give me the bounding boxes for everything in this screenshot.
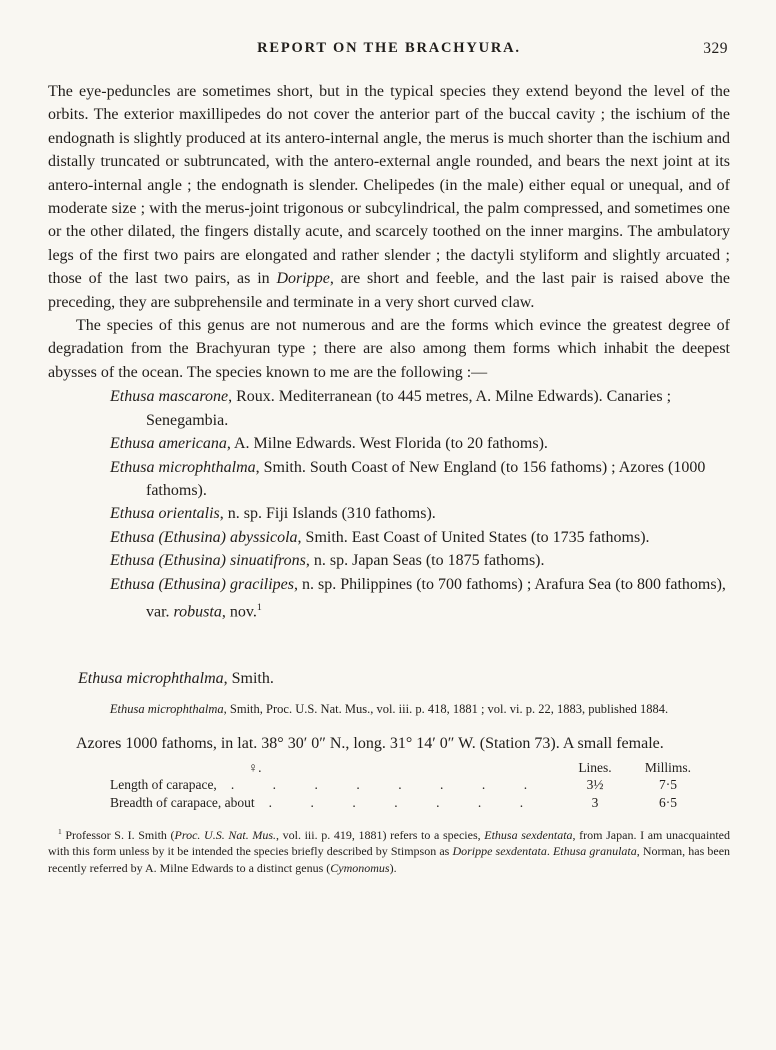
paragraph-locality: Azores 1000 fathoms, in lat. 38° 30′ 0″ N., long. 31° 14′ 0″ W. (Station 73). A small female. xyxy=(76,735,664,753)
species-list-item: Ethusa mascarone, Roux. Mediterranean (to 445 metres, A. Milne Edwards). Canaries ; Senegambia. xyxy=(110,388,672,429)
section-heading: Ethusa microphthalma, Smith. xyxy=(78,669,274,687)
table-row xyxy=(110,794,710,812)
species-list xyxy=(110,385,730,623)
value-lines: 3½ xyxy=(586,777,604,793)
species-list-item: Ethusa (Ethusina) sinuatifrons, n. sp. Japan Seas (to 1875 fathoms). xyxy=(110,552,545,570)
measurements-table xyxy=(110,759,710,812)
row-label: Length of carapace, xyxy=(110,777,217,793)
female-symbol: ♀. xyxy=(248,759,262,775)
paragraph-eye-peduncles: The eye-peduncles are sometimes short, but in the typical species they extend beyond the level of the orbits. The exterior maxillipedes do not cover the anterior part of the buccal cavity ; the ischium of the endognath is slightly produced at its antero-internal angle, the merus is much shorter than the ischium and distally truncated or subtruncated, with the antero-external angle rounded, and bears the next joint at its antero-internal angle ; the endognath is slender. Chelipedes (in the male) either equal or unequal, and of moderate size ; with the merus-joint trigonous or subcylindrical, the palm compressed, and sometimes one or the other dilated, the fingers distally acute, and scarcely toothed on the inner margins. The ambulatory legs of the first two pairs are elongated and rather slender ; the dactyli styliform and slightly arcuated ; those of the last two pairs, as in Dorippe, are short and feeble, and the last pair is raised above the preceding, they are subprehensile and terminate in a very short curved claw. xyxy=(48,83,730,311)
page-header xyxy=(48,40,730,62)
species-list-item: Ethusa microphthalma, Smith. South Coast of New England (to 156 fathoms) ; Azores (1000 fathoms). xyxy=(110,458,706,499)
citation-line: Ethusa microphthalma, Smith, Proc. U.S. Nat. Mus., vol. iii. p. 418, 1881 ; vol. vi. p. 22, 1883, published 1884. xyxy=(109,701,669,716)
measurements-table-header xyxy=(110,759,710,777)
column-header-millims: Millims. xyxy=(644,759,692,775)
table-row xyxy=(110,776,710,794)
species-list-item: Ethusa (Ethusina) gracilipes, n. sp. Philippines (to 700 fathoms) ; Arafura Sea (to 800 fathoms), var. robusta, nov.$^1$ xyxy=(110,575,726,621)
dot-leader: . . . . . . . xyxy=(268,794,524,810)
dot-leader: . . . . . . . . xyxy=(230,777,528,793)
value-millims: 6·5 xyxy=(659,794,677,810)
value-lines: 3 xyxy=(591,794,599,810)
footnote: $^1$ Professor S. I. Smith (Proc. U.S. Nat. Mus., vol. iii. p. 419, 1881) refers to a species, Ethusa sexdentata, from Japan. I am unacquainted with this form unless by it be intended the species briefly described by Stimpson as Dorippe sexdentata. Ethusa granulata, Norman, has been recently referred by A. Milne Edwards to a distinct genus (Cymonomus). xyxy=(48,827,731,875)
species-list-item: Ethusa americana, A. Milne Edwards. West Florida (to 20 fathoms). xyxy=(110,435,548,453)
page-number: 329 xyxy=(703,40,728,57)
paragraph-species-of-genus: The species of this genus are not numerous and are the forms which evince the greatest degree of degradation from the Brachyuran type ; there are also among them forms which inhabit the deepest abysses of the ocean. The species known to me are the following :— xyxy=(48,317,730,381)
value-millims: 7·5 xyxy=(659,777,677,793)
species-list-item: Ethusa (Ethusina) abyssicola, Smith. East Coast of United States (to 1735 fathoms). xyxy=(110,528,650,546)
row-label: Breadth of carapace, about xyxy=(110,794,255,810)
running-title: REPORT ON THE BRACHYURA. xyxy=(257,40,521,56)
species-list-item: Ethusa orientalis, n. sp. Fiji Islands (310 fathoms). xyxy=(110,505,436,523)
column-header-lines: Lines. xyxy=(578,759,612,775)
